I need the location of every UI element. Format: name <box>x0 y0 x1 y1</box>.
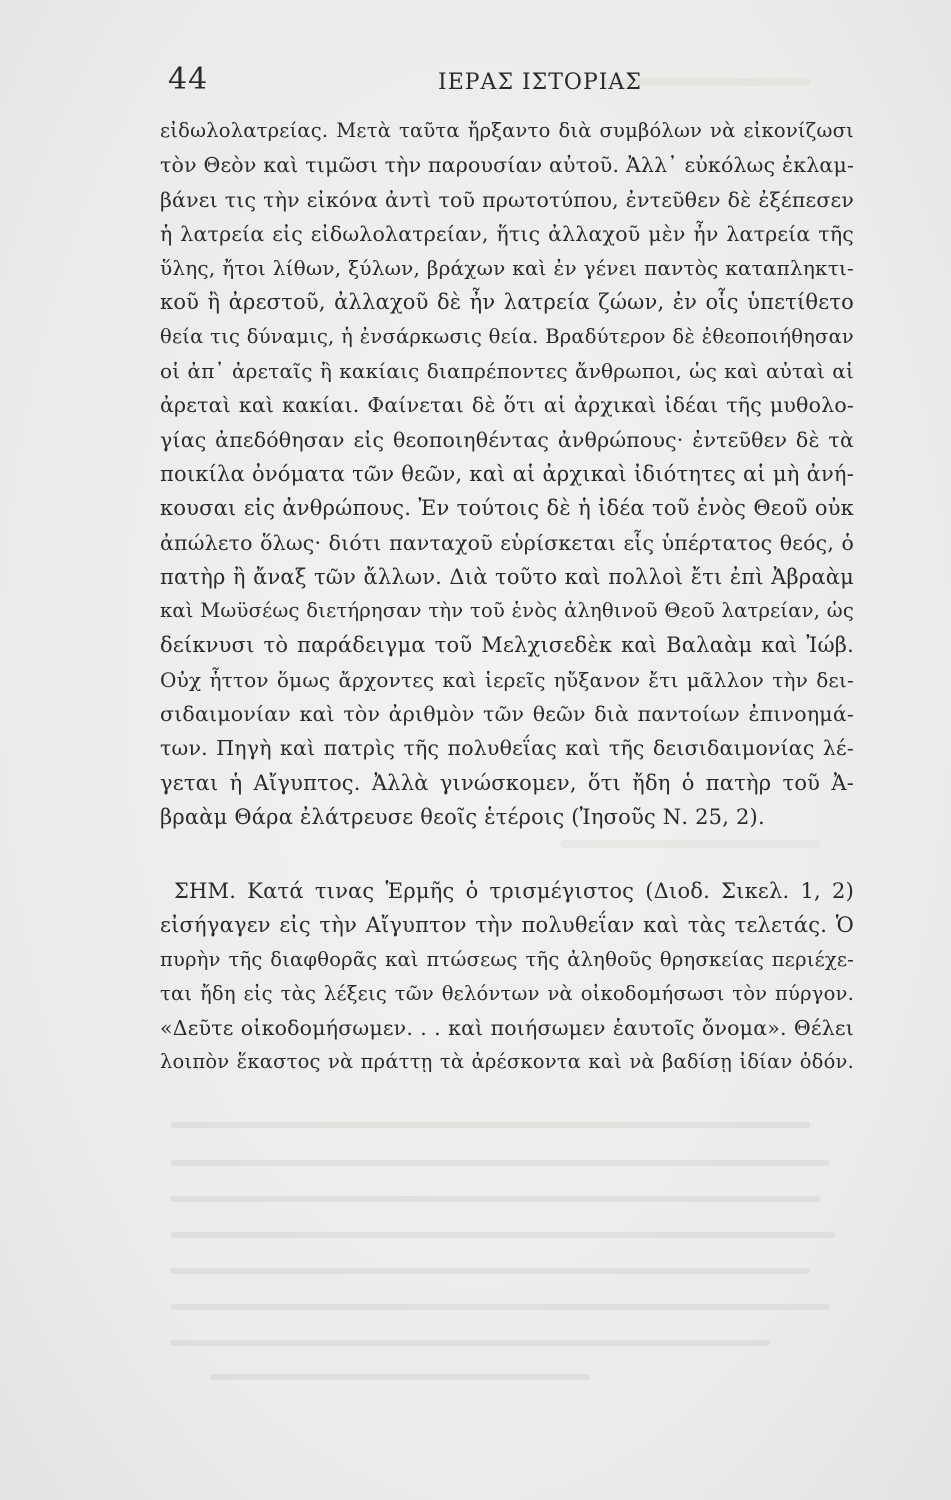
text-line: ὕλης, ἤτοι λίθων, ξύλων, βράχων καὶ ἐν γένει παντὸς καταπληκτι- <box>160 256 854 281</box>
note-line: ΣΗΜ. Κατά τινας Ἑρμῆς ὁ τρισμέγιστος (Διοδ. Σικελ. 1, 2) <box>174 879 854 903</box>
text-line: εἰδωλολατρείας. Μετὰ ταῦτα ἤρξαντο διὰ συμβόλων νὰ εἰκονίζωσι <box>160 119 854 142</box>
text-line: οἱ ἀπ᾽ ἀρεταῖς ἢ κακίαις διαπρέποντες ἄνθρωποι, ὡς καὶ αὐταὶ αἱ <box>160 359 854 384</box>
main-paragraph <box>160 114 854 834</box>
page-header <box>168 62 854 102</box>
text-line: θεία τις δύναμις, ἡ ἐνσάρκωσις θεία. Βραδύτερον δὲ ἐθεοποιήθησαν <box>160 324 854 348</box>
note-line: ται ἤδη εἰς τὰς λέξεις τῶν θελόντων νὰ οἰκοδομήσωσι τὸν πύργον. <box>160 981 854 1005</box>
running-title: ΙΕΡΑΣ ΙΣΤΟΡΙΑΣ <box>438 70 642 95</box>
text-line: πατὴρ ἢ ἄναξ τῶν ἄλλων. Διὰ τοῦτο καὶ πολλοὶ ἔτι ἐπὶ Ἀβραὰμ <box>160 564 854 589</box>
text-line: γεται ἡ Αἴγυπτος. Ἀλλὰ γινώσκομεν, ὅτι ἤδη ὁ πατὴρ τοῦ Ἀ- <box>160 770 854 795</box>
page-number: 44 <box>168 62 209 97</box>
text-line: δείκνυσι τὸ παράδειγμα τοῦ Μελχισεδὲκ καὶ Βαλαὰμ καὶ Ἰώβ. <box>160 633 854 658</box>
text-line: ἀπώλετο ὅλως· διότι πανταχοῦ εὑρίσκεται εἷς ὑπέρτατος θεός, ὁ <box>160 530 854 555</box>
text-line: ἀρεταὶ καὶ κακίαι. Φαίνεται δὲ ὅτι αἱ ἀρχικαὶ ἰδέαι τῆς μυθολο- <box>160 393 854 418</box>
text-line: βάνει τις τὴν εἰκόνα ἀντὶ τοῦ πρωτοτύπου, ἐντεῦθεν δὲ ἐξέπεσεν <box>160 187 854 212</box>
text-line: σιδαιμονίαν καὶ τὸν ἀριθμὸν τῶν θεῶν διὰ παντοίων ἐπινοημά- <box>160 702 854 727</box>
text-line: τὸν Θεὸν καὶ τιμῶσι τὴν παρουσίαν αὐτοῦ. Ἀλλ᾽ εὐκόλως ἐκλαμ- <box>160 153 855 178</box>
text-line: γίας ἀπεδόθησαν εἰς θεοποιηθέντας ἀνθρώπους· ἐντεῦθεν δὲ τὰ <box>160 427 854 452</box>
text-line: των. Πηγὴ καὶ πατρὶς τῆς πολυθεΐας καὶ τῆς δεισιδαιμονίας λέ- <box>160 736 854 761</box>
note-line: πυρὴν τῆς διαφθορᾶς καὶ πτώσεως τῆς ἀληθοῦς θρησκείας περιέχε- <box>160 947 854 971</box>
text-line: κοῦ ἢ ἀρεστοῦ, ἀλλαχοῦ δὲ ἦν λατρεία ζώων, ἐν οἷς ὑπετίθετο <box>160 290 854 315</box>
note-line: εἰσήγαγεν εἰς τὴν Αἴγυπτον τὴν πολυθεΐαν καὶ τὰς τελετάς. Ὁ <box>160 913 854 938</box>
text-line: καὶ Μωϋσέως διετήρησαν τὴν τοῦ ἑνὸς ἀληθινοῦ Θεοῦ λατρείαν, ὡς <box>160 599 854 623</box>
note-paragraph <box>160 874 854 1080</box>
text-line: ποικίλα ὀνόματα τῶν θεῶν, καὶ αἱ ἀρχικαὶ ἰδιότητες αἱ μὴ ἀνή- <box>160 461 854 486</box>
note-line: «Δεῦτε οἰκοδομήσωμεν. . . καὶ ποιήσωμεν ἑαυτοῖς ὄνομα». Θέλει <box>160 1016 854 1041</box>
text-line: βραὰμ Θάρα ἐλάτρευσε θεοῖς ἑτέροις (Ἰησοῦς Ν. 25, 2). <box>160 804 765 829</box>
note-line: λοιπὸν ἕκαστος νὰ πράττῃ τὰ ἀρέσκοντα καὶ νὰ βαδίσῃ ἰδίαν ὁδόν. <box>160 1050 854 1074</box>
text-line: ἡ λατρεία εἰς εἰδωλολατρείαν, ἥτις ἀλλαχοῦ μὲν ἦν λατρεία τῆς <box>160 221 854 246</box>
text-line: Οὐχ ἧττον ὅμως ἄρχοντες καὶ ἱερεῖς ηὔξανον ἔτι μᾶλλον τὴν δει- <box>160 667 854 692</box>
text-line: κουσαι εἰς ἀνθρώπους. Ἐν τούτοις δὲ ἡ ἰδέα τοῦ ἑνὸς Θεοῦ οὐκ <box>160 496 854 521</box>
